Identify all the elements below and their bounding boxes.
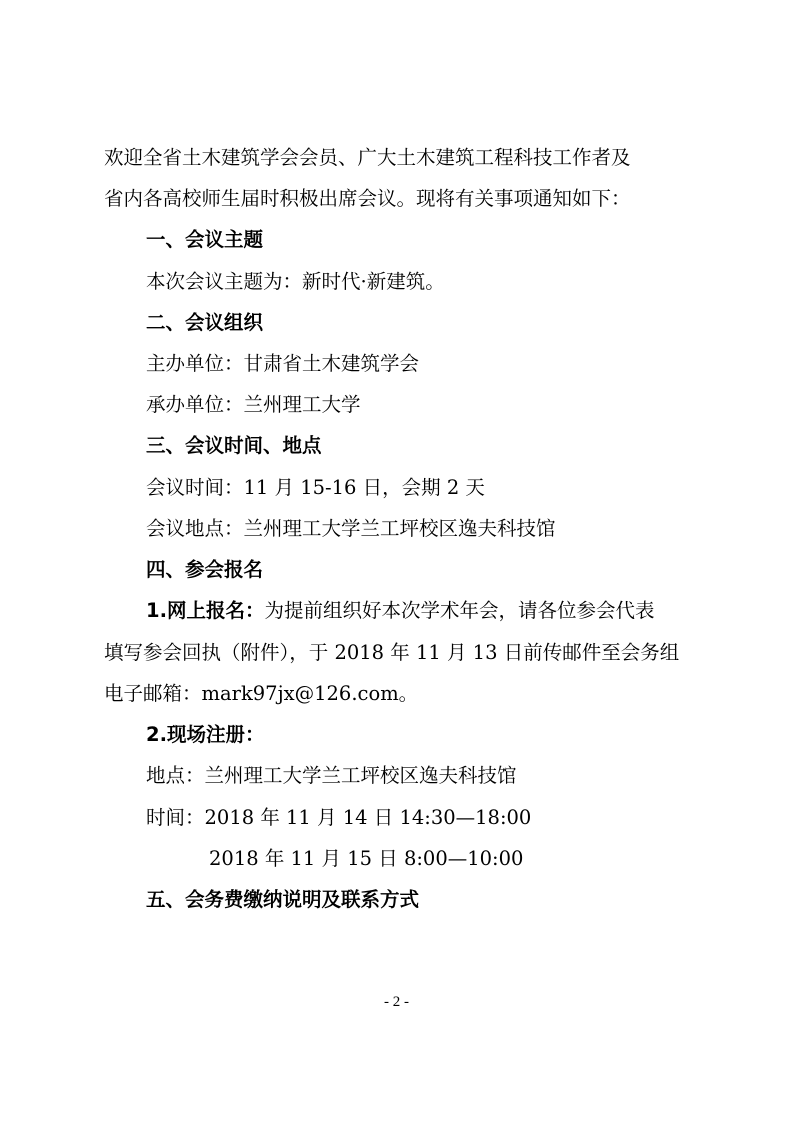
intro-line-1: 欢迎全省土木建筑学会会员、广大土木建筑工程科技工作者及	[104, 146, 631, 169]
online-registration-email: 电子邮箱：mark97jx@126.com。	[104, 682, 419, 705]
onsite-time-2: 2018 年 11 月 15 日 8:00—10:00	[209, 847, 524, 870]
online-registration-text: 为提前组织好本次学术年会，请各位参会代表	[264, 599, 655, 622]
section-heading-fees-contact: 五、会务费缴纳说明及联系方式	[146, 888, 420, 911]
online-registration-line-1	[146, 599, 655, 623]
theme-text: 本次会议主题为：新时代·新建筑。	[146, 270, 445, 293]
intro-line-2: 省内各高校师生届时积极出席会议。现将有关事项通知如下：	[104, 187, 631, 210]
online-registration-line-2: 填写参会回执（附件），于 2018 年 11 月 13 日前传邮件至会务组	[104, 641, 680, 664]
section-heading-time-place: 三、会议时间、地点	[146, 434, 322, 457]
onsite-place: 地点：兰州理工大学兰工坪校区逸夫科技馆	[146, 764, 517, 787]
section-heading-theme: 一、会议主题	[146, 228, 264, 251]
page-number: - 2 -	[384, 994, 409, 1010]
onsite-registration-label: 2.现场注册：	[146, 723, 265, 746]
online-registration-label: 1.网上报名：	[146, 599, 265, 622]
meeting-time: 会议时间：11 月 15-16 日，会期 2 天	[146, 476, 485, 499]
meeting-venue: 会议地点：兰州理工大学兰工坪校区逸夫科技馆	[146, 517, 556, 540]
host-unit: 主办单位：甘肃省土木建筑学会	[146, 352, 420, 375]
section-heading-registration: 四、参会报名	[146, 558, 264, 581]
organizer-unit: 承办单位：兰州理工大学	[146, 393, 361, 416]
onsite-time-1: 时间：2018 年 11 月 14 日 14:30—18:00	[146, 806, 532, 829]
section-heading-organization: 二、会议组织	[146, 311, 264, 334]
